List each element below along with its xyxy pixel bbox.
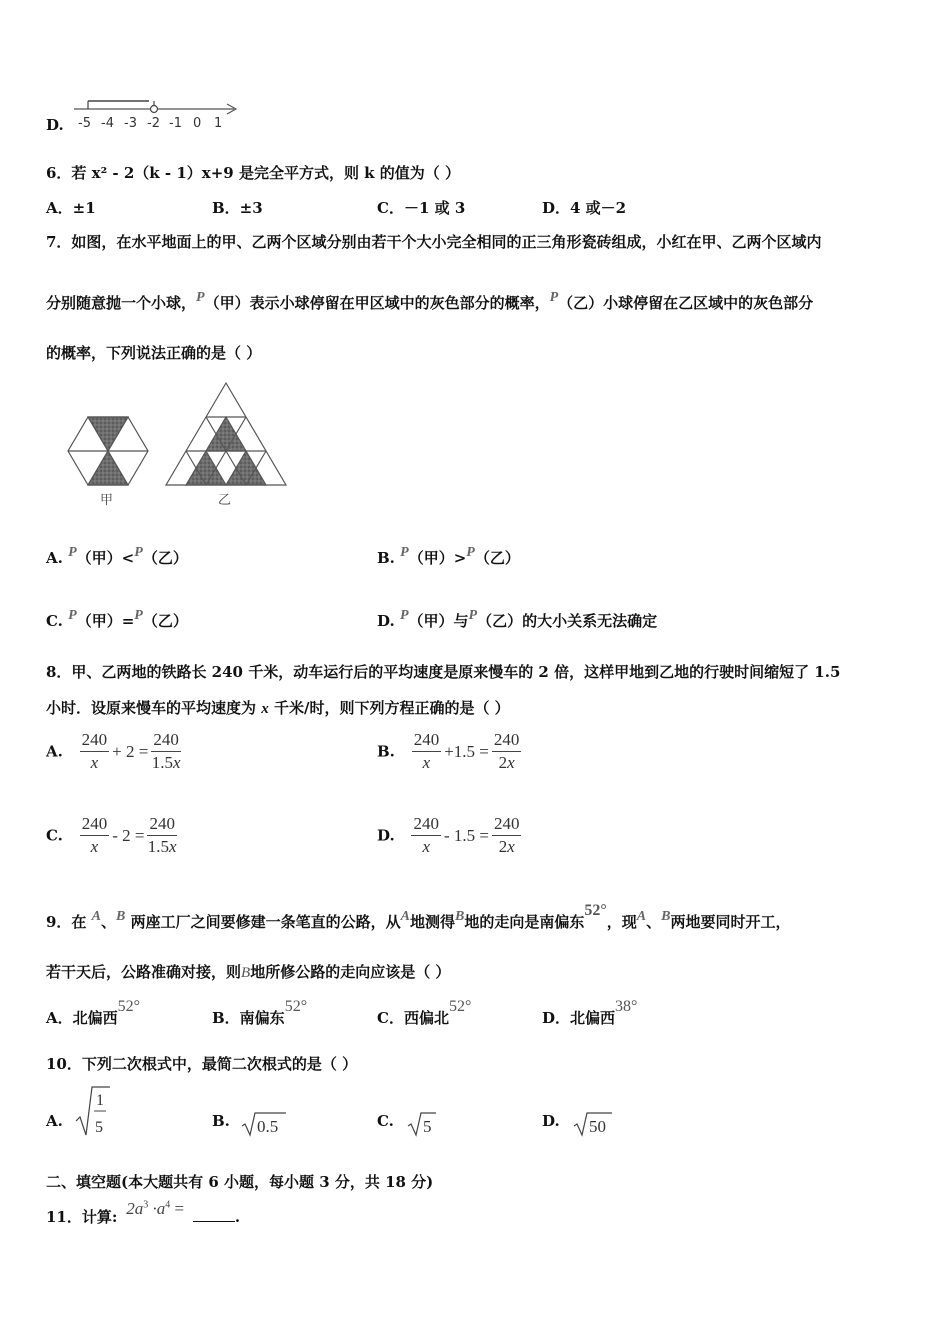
- q11-line: 11．计算: $2a^3 \cdot a^4$ = .: [46, 1199, 241, 1226]
- q7-option-c[interactable]: C. P（甲）=P（乙）: [46, 608, 188, 630]
- q7-option-b[interactable]: B. P（甲）>P（乙）: [377, 545, 520, 567]
- q5-option-d-label: D.: [46, 116, 64, 134]
- region-yi-triangle: [166, 383, 286, 485]
- tick-label: -2: [147, 116, 160, 131]
- svg-text:5: 5: [423, 1117, 432, 1136]
- q8-option-c[interactable]: C. $\frac{240}{x}$ - 2 = $\frac{240}{1.5x}$: [46, 814, 177, 856]
- svg-text:1: 1: [96, 1092, 104, 1109]
- q7-figure: [60, 378, 290, 508]
- q6-option-d[interactable]: D．4 或－2: [542, 199, 627, 217]
- q8-line2: 小时．设原来慢车的平均速度为 x 千米/时，则下列方程正确的是（ ）: [46, 699, 510, 717]
- q10-option-a-radical[interactable]: [74, 1083, 114, 1139]
- q10-option-b-label: B.: [212, 1112, 230, 1130]
- region-jia-hexagon: [68, 417, 148, 485]
- q9-line2: 若干天后，公路准确对接，则B地所修公路的走向应该是（ ）: [46, 963, 451, 981]
- q7-option-a[interactable]: A. P（甲）<P（乙）: [46, 545, 188, 567]
- q10-option-c-label: C.: [377, 1112, 394, 1130]
- q9-option-c[interactable]: C．西偏北52°: [377, 998, 472, 1027]
- svg-text:50: 50: [589, 1117, 606, 1136]
- q5-number-line: [70, 98, 245, 132]
- label-yi: 乙: [218, 493, 232, 508]
- q8-option-a[interactable]: A. $\frac{240}{x}$ + 2 = $\frac{240}{1.5x}$: [46, 730, 181, 772]
- tick-label: 0: [193, 116, 202, 131]
- q9-option-d[interactable]: D．北偏西38°: [542, 998, 638, 1027]
- q7-option-d[interactable]: D. P（甲）与P（乙）的大小关系无法确定: [377, 608, 658, 630]
- label-jia: 甲: [100, 493, 114, 508]
- tick-label: -3: [124, 116, 137, 131]
- q8-line1: 8．甲、乙两地的铁路长 240 千米，动车运行后的平均速度是原来慢车的 2 倍，这样甲地到乙地的行驶时间缩短了 1.5: [46, 663, 841, 681]
- tick-label: -1: [169, 116, 182, 131]
- q10-option-b-radical[interactable]: [240, 1110, 288, 1138]
- q7-line2: 分别随意抛一个小球，P（甲）表示小球停留在甲区域中的灰色部分的概率，P（乙）小球停留在乙区域中的灰色部分: [46, 290, 814, 312]
- q7-line3: 的概率，下列说法正确的是（ ）: [46, 344, 262, 362]
- q10-option-a-label: A.: [46, 1112, 63, 1130]
- q6-option-c[interactable]: C．－1 或 3: [377, 199, 466, 217]
- q6-stem: 6．若 x² - 2（k - 1）x+9 是完全平方式，则 k 的值为（ ）: [46, 164, 461, 182]
- q10-stem: 10．下列二次根式中，最简二次根式的是（ ）: [46, 1055, 358, 1073]
- open-circle-point: [151, 106, 158, 113]
- q9-line1: 9．在 A、B 两座工厂之间要修建一条笔直的公路，从A地测得B地的走向是南偏东52°，现A、B两地要同时开工，: [46, 902, 791, 931]
- q8-option-b[interactable]: B. $\frac{240}{x}$ +1.5 = $\frac{240}{2x}$: [377, 730, 520, 772]
- tick-label: 1: [214, 116, 223, 131]
- q8-option-d[interactable]: D. $\frac{240}{x}$ - 1.5 = $\frac{240}{2x}$: [377, 814, 520, 856]
- q10-option-d-label: D.: [542, 1112, 560, 1130]
- q9-option-a[interactable]: A．北偏西52°: [46, 998, 141, 1027]
- svg-text:5: 5: [95, 1119, 103, 1136]
- q9-option-b[interactable]: B．南偏东52°: [212, 998, 308, 1027]
- q6-option-a[interactable]: A．±1: [46, 199, 96, 217]
- q10-option-c-radical[interactable]: [406, 1110, 438, 1138]
- q6-option-b[interactable]: B．±3: [212, 199, 263, 217]
- q7-line1: 7．如图，在水平地面上的甲、乙两个区域分别由若干个大小完全相同的正三角形瓷砖组成，小红在甲、乙两个区域内: [46, 233, 822, 251]
- svg-text:0.5: 0.5: [257, 1117, 279, 1136]
- q10-option-d-radical[interactable]: [572, 1110, 614, 1138]
- section-2-heading: 二、填空题(本大题共有 6 小题，每小题 3 分，共 18 分): [46, 1173, 434, 1191]
- tick-label: -5: [78, 116, 91, 131]
- answer-blank[interactable]: [193, 1221, 235, 1222]
- tick-label: -4: [101, 116, 114, 131]
